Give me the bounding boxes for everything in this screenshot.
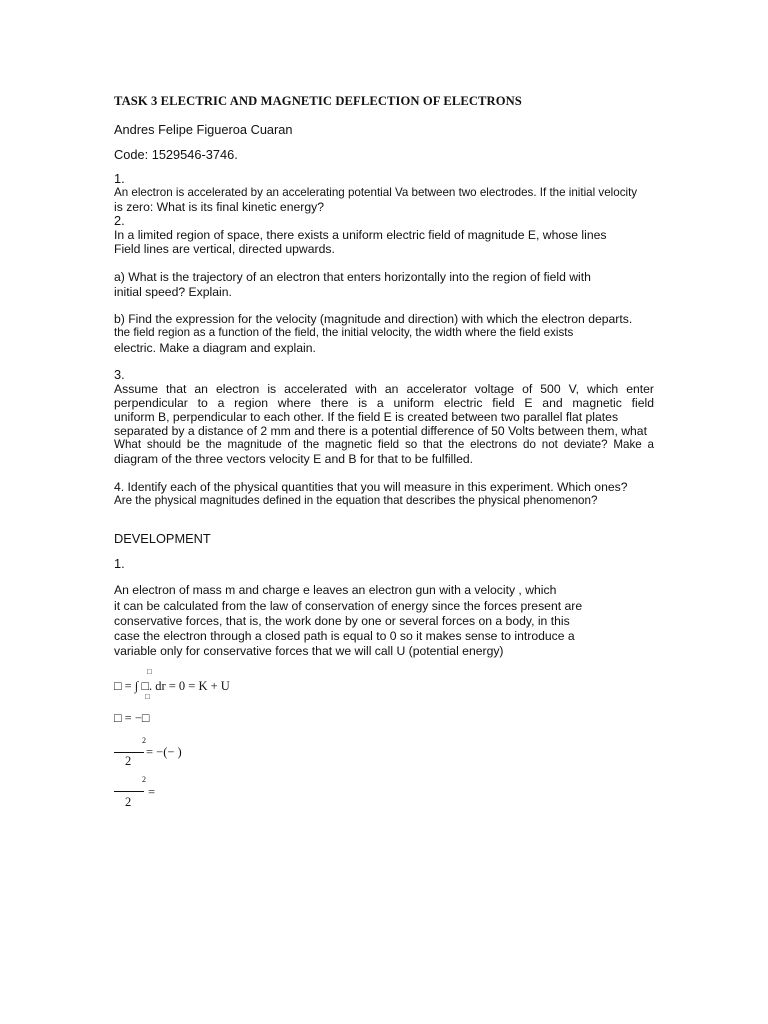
- document-title: TASK 3 ELECTRIC AND MAGNETIC DEFLECTION OF ELECTRONS: [114, 94, 522, 108]
- author-name: Andres Felipe Figueroa Cuaran: [114, 122, 293, 137]
- development-text: An electron of mass m and charge e leaves an electron gun with a velocity , which: [114, 583, 557, 597]
- question-2-text: Field lines are vertical, directed upwards.: [114, 242, 335, 256]
- fraction-exponent: 2: [142, 775, 146, 784]
- fraction-exponent: 2: [142, 736, 146, 745]
- question-2-number: 2.: [114, 213, 125, 228]
- question-4-text: 4. Identify each of the physical quantities that you will measure in this experiment. Which ones?: [114, 480, 628, 494]
- question-1-text: An electron is accelerated by an accelerating potential Va between two electrodes. If the initial velocity: [114, 186, 638, 199]
- development-heading: DEVELOPMENT: [114, 531, 211, 546]
- kinetic-energy-equation: = −(− ): [146, 745, 182, 759]
- question-2-text: In a limited region of space, there exists a uniform electric field of magnitude E, whose lines: [114, 228, 607, 242]
- fraction-bar: [114, 752, 144, 753]
- potential-energy-equation: □ = −□: [114, 711, 150, 725]
- fraction-denominator: 2: [125, 795, 132, 809]
- question-2a-text: a) What is the trajectory of an electron that enters horizontally into the region of field with: [114, 270, 591, 284]
- question-3-text: What should be the magnitude of the magnetic field so that the electrons do not deviate? Make a: [114, 438, 654, 451]
- question-3-number: 3.: [114, 367, 125, 382]
- development-text: variable only for conservative forces that we will call U (potential energy): [114, 644, 504, 658]
- development-text: conservative forces, that is, the work done by one or several forces on a body, in this: [114, 614, 570, 628]
- fraction-denominator: 2: [125, 754, 132, 768]
- question-2a-text: initial speed? Explain.: [114, 285, 232, 299]
- question-3-text: diagram of the three vectors velocity E and B for that to be fulfilled.: [114, 452, 474, 466]
- question-3-text: uniform B, perpendicular to each other. If the field E is created between two parallel flat plates: [114, 410, 619, 424]
- energy-conservation-equation: □ = ∫ □. dr = 0 = K + U: [114, 679, 230, 693]
- integral-upper-limit: □: [147, 667, 152, 676]
- question-3-text: perpendicular to a region where there is a uniform electric field E and magnetic field: [114, 396, 654, 410]
- integral-lower-limit: □: [145, 692, 150, 701]
- development-text: it can be calculated from the law of conservation of energy since the forces present are: [114, 599, 583, 613]
- question-3-text: separated by a distance of 2 mm and there is a potential difference of 50 Volts between them, what: [114, 424, 647, 438]
- question-1-text: is zero: What is its final kinetic energy?: [114, 200, 324, 214]
- kinetic-energy-equation-2: =: [148, 785, 156, 799]
- fraction-bar: [114, 791, 144, 792]
- question-2b-text: the field region as a function of the field, the initial velocity, the width where the field exists: [114, 326, 574, 339]
- student-code: Code: 1529546-3746.: [114, 147, 238, 162]
- question-2b-text: b) Find the expression for the velocity (magnitude and direction) with which the electron departs.: [114, 312, 633, 326]
- question-1-number: 1.: [114, 171, 125, 186]
- question-4-text: Are the physical magnitudes defined in the equation that describes the physical phenomenon?: [114, 494, 598, 507]
- development-text: case the electron through a closed path is equal to 0 so it makes sense to introduce a: [114, 629, 575, 643]
- development-number: 1.: [114, 556, 125, 571]
- question-2b-text: electric. Make a diagram and explain.: [114, 341, 316, 355]
- question-3-text: Assume that an electron is accelerated with an accelerator voltage of 500 V, which enter: [114, 382, 654, 396]
